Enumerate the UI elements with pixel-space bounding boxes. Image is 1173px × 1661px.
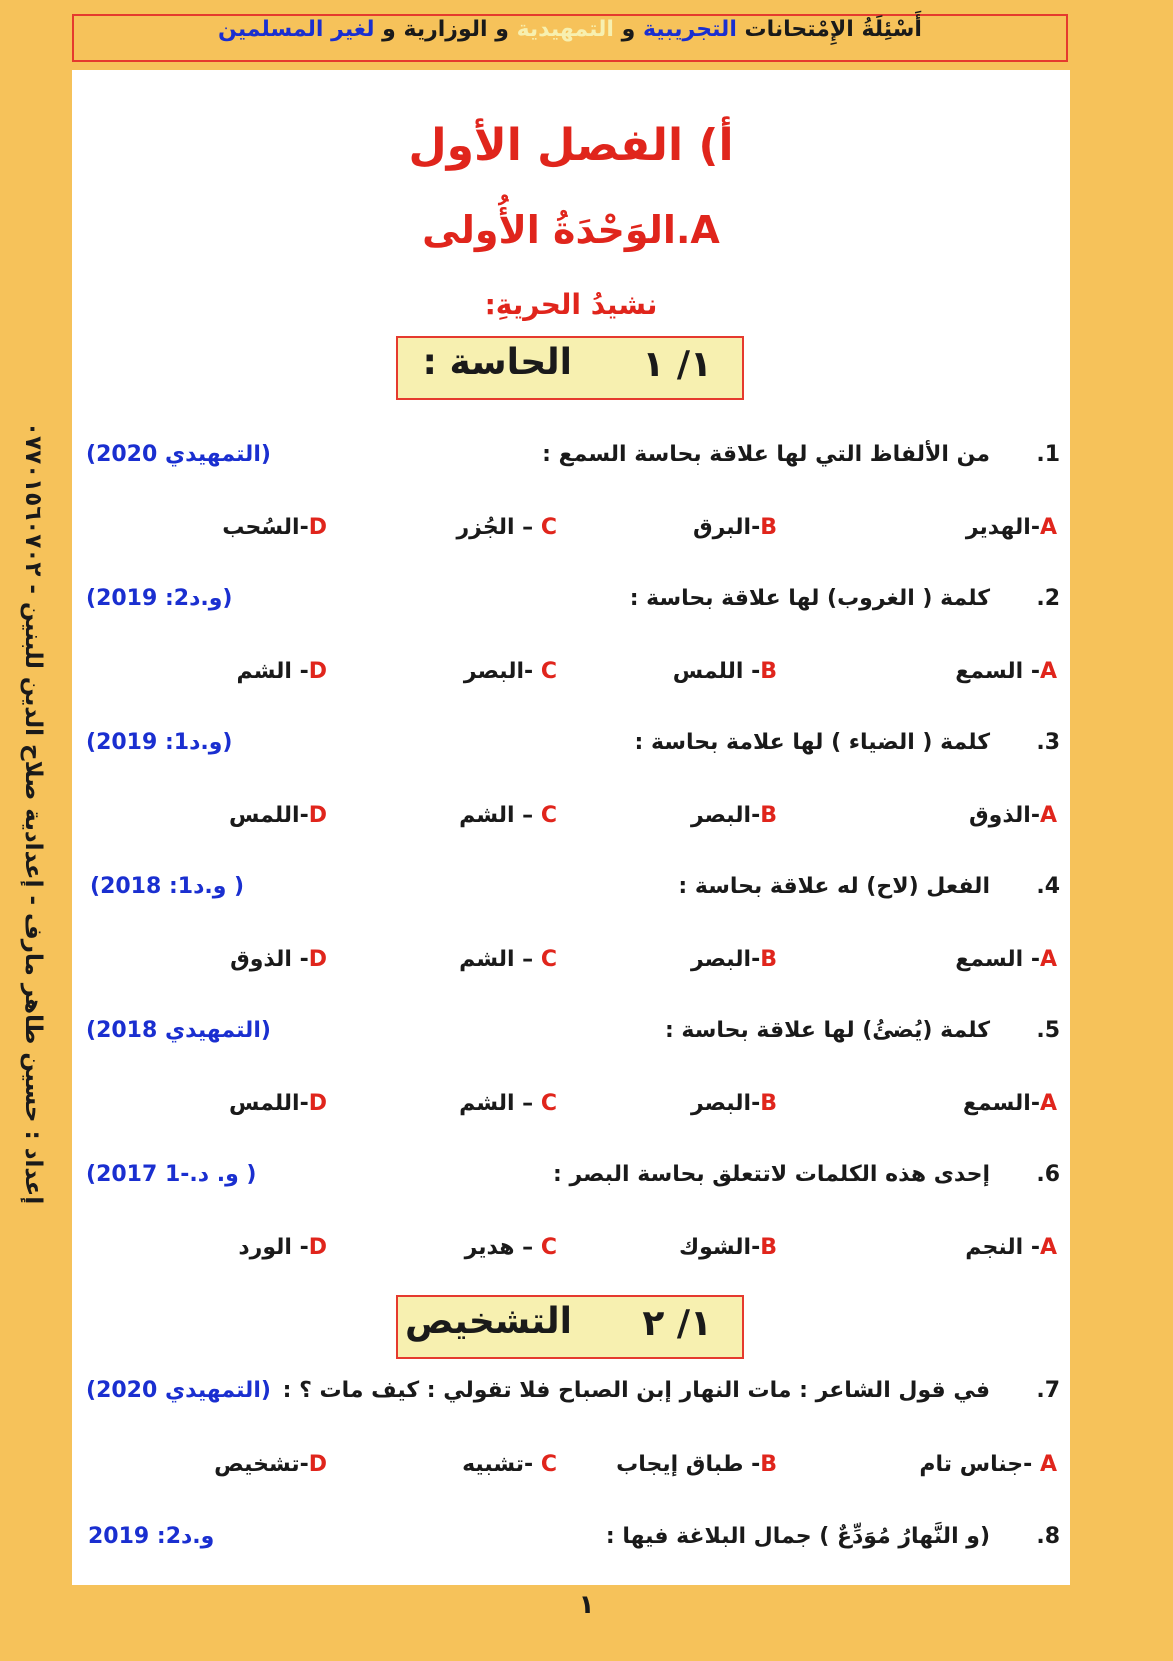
section-label: الحاسة : (422, 342, 572, 383)
option-b: B-الشوك (678, 1235, 777, 1260)
unit-title: A.الوَحْدَةُ الأُولى (422, 208, 720, 252)
option-b: B- اللمس (672, 659, 777, 684)
exam-tag: (و.د1: 2019) (86, 730, 233, 755)
exam-tag: (التمهيدي 2020) (86, 442, 271, 467)
exam-tag: ( و. د.-1 2017) (86, 1162, 257, 1187)
section-number: ١/ ٢ (642, 1303, 712, 1344)
option-b: B-البصر (690, 803, 777, 828)
option-d: D-السُحب (222, 515, 327, 540)
header-text-5: و الوزارية و (382, 17, 509, 42)
option-d: D-تشخيص (214, 1452, 327, 1477)
option-c: C -تشبيه (462, 1452, 557, 1477)
option-a: A- النجم (965, 1235, 1057, 1260)
question-number: 2. (1036, 586, 1060, 611)
question-text: في قول الشاعر : مات النهار إبن الصباح فلا تقولي : كيف مات ؟ : (282, 1378, 990, 1403)
option-a: A-السمع (962, 1091, 1057, 1116)
question-number: 4. (1036, 874, 1060, 899)
section-box-personification (396, 1295, 744, 1359)
question-text: الفعل (لاح) له علاقة بحاسة : (678, 874, 990, 899)
header-text-3: و (621, 17, 636, 42)
header-text-2: التجريبية (642, 17, 737, 42)
header-text-6: لغير المسلمين (218, 17, 375, 42)
option-c: C – الشم (459, 803, 557, 828)
exam-tag: ( و.د1: 2018) (90, 874, 245, 899)
exam-tag: (التمهيدي 2020) (86, 1378, 271, 1403)
question-text: كلمة ( الغروب) لها علاقة بحاسة : (629, 586, 990, 611)
question-number: 5. (1036, 1018, 1060, 1043)
option-d: D- الشم (236, 659, 327, 684)
question-number: 6. (1036, 1162, 1060, 1187)
option-d: D- الورد (238, 1235, 327, 1260)
chapter-title: أ) الفصل الأول (408, 120, 734, 171)
question-text: من الألفاظ التي لها علاقة بحاسة السمع : (542, 442, 990, 467)
option-b: B-البرق (692, 515, 777, 540)
question-text: (و النَّهارُ مُوَدِّعٌ ) جمال البلاغة فيها : (605, 1524, 990, 1549)
option-b: B- طباق إيجاب (616, 1452, 777, 1477)
page-header (72, 14, 1068, 62)
question-number: 3. (1036, 730, 1060, 755)
question-number: 8. (1036, 1524, 1060, 1549)
option-c: C – الشم (459, 947, 557, 972)
exam-tag: (التمهيدي 2018) (86, 1018, 271, 1043)
option-c: C -البصر (463, 659, 557, 684)
question-text: كلمة (يُضئُ) لها علاقة بحاسة : (664, 1018, 990, 1043)
option-a: A-الذوق (968, 803, 1057, 828)
option-b: B-البصر (690, 1091, 777, 1116)
question-number: 1. (1036, 442, 1060, 467)
section-box-senses (396, 336, 744, 400)
header-text-1: أَسْئِلَةُ الإِمْتحانات (744, 17, 922, 42)
option-c: C – هدير (464, 1235, 557, 1260)
option-c: C – الشم (459, 1091, 557, 1116)
header-text-4: التمهيدية (516, 17, 614, 42)
option-a: A- السمع (955, 659, 1057, 684)
option-a: A-الهدير (965, 515, 1057, 540)
option-a: A- السمع (955, 947, 1057, 972)
side-credit-text: إعداد : حسين طاهر مارف - إعدادية صلاح الدين للبنين - ٠٧٧٠١٥٦٠٧٠٢ (20, 422, 46, 1205)
question-text: كلمة ( الضياء ) لها علامة بحاسة : (634, 730, 990, 755)
option-d: D-اللمس (228, 803, 327, 828)
lesson-title: نشيدُ الحريةِ: (484, 288, 658, 321)
option-d: D-اللمس (228, 1091, 327, 1116)
exam-tag: (و.د2: 2019) (86, 586, 233, 611)
option-d: D- الذوق (230, 947, 327, 972)
option-a: A -جناس تام (919, 1452, 1057, 1477)
exam-tag: و.د2: 2019 (88, 1524, 215, 1549)
page-number: ١ (578, 1590, 595, 1620)
option-b: B-البصر (690, 947, 777, 972)
section-number: ١/ ١ (642, 344, 712, 385)
question-number: 7. (1036, 1378, 1060, 1403)
question-text: إحدى هذه الكلمات لاتتعلق بحاسة البصر : (552, 1162, 990, 1187)
option-c: C – الجُزر (456, 515, 557, 540)
section-label: التشخيص (405, 1301, 572, 1342)
